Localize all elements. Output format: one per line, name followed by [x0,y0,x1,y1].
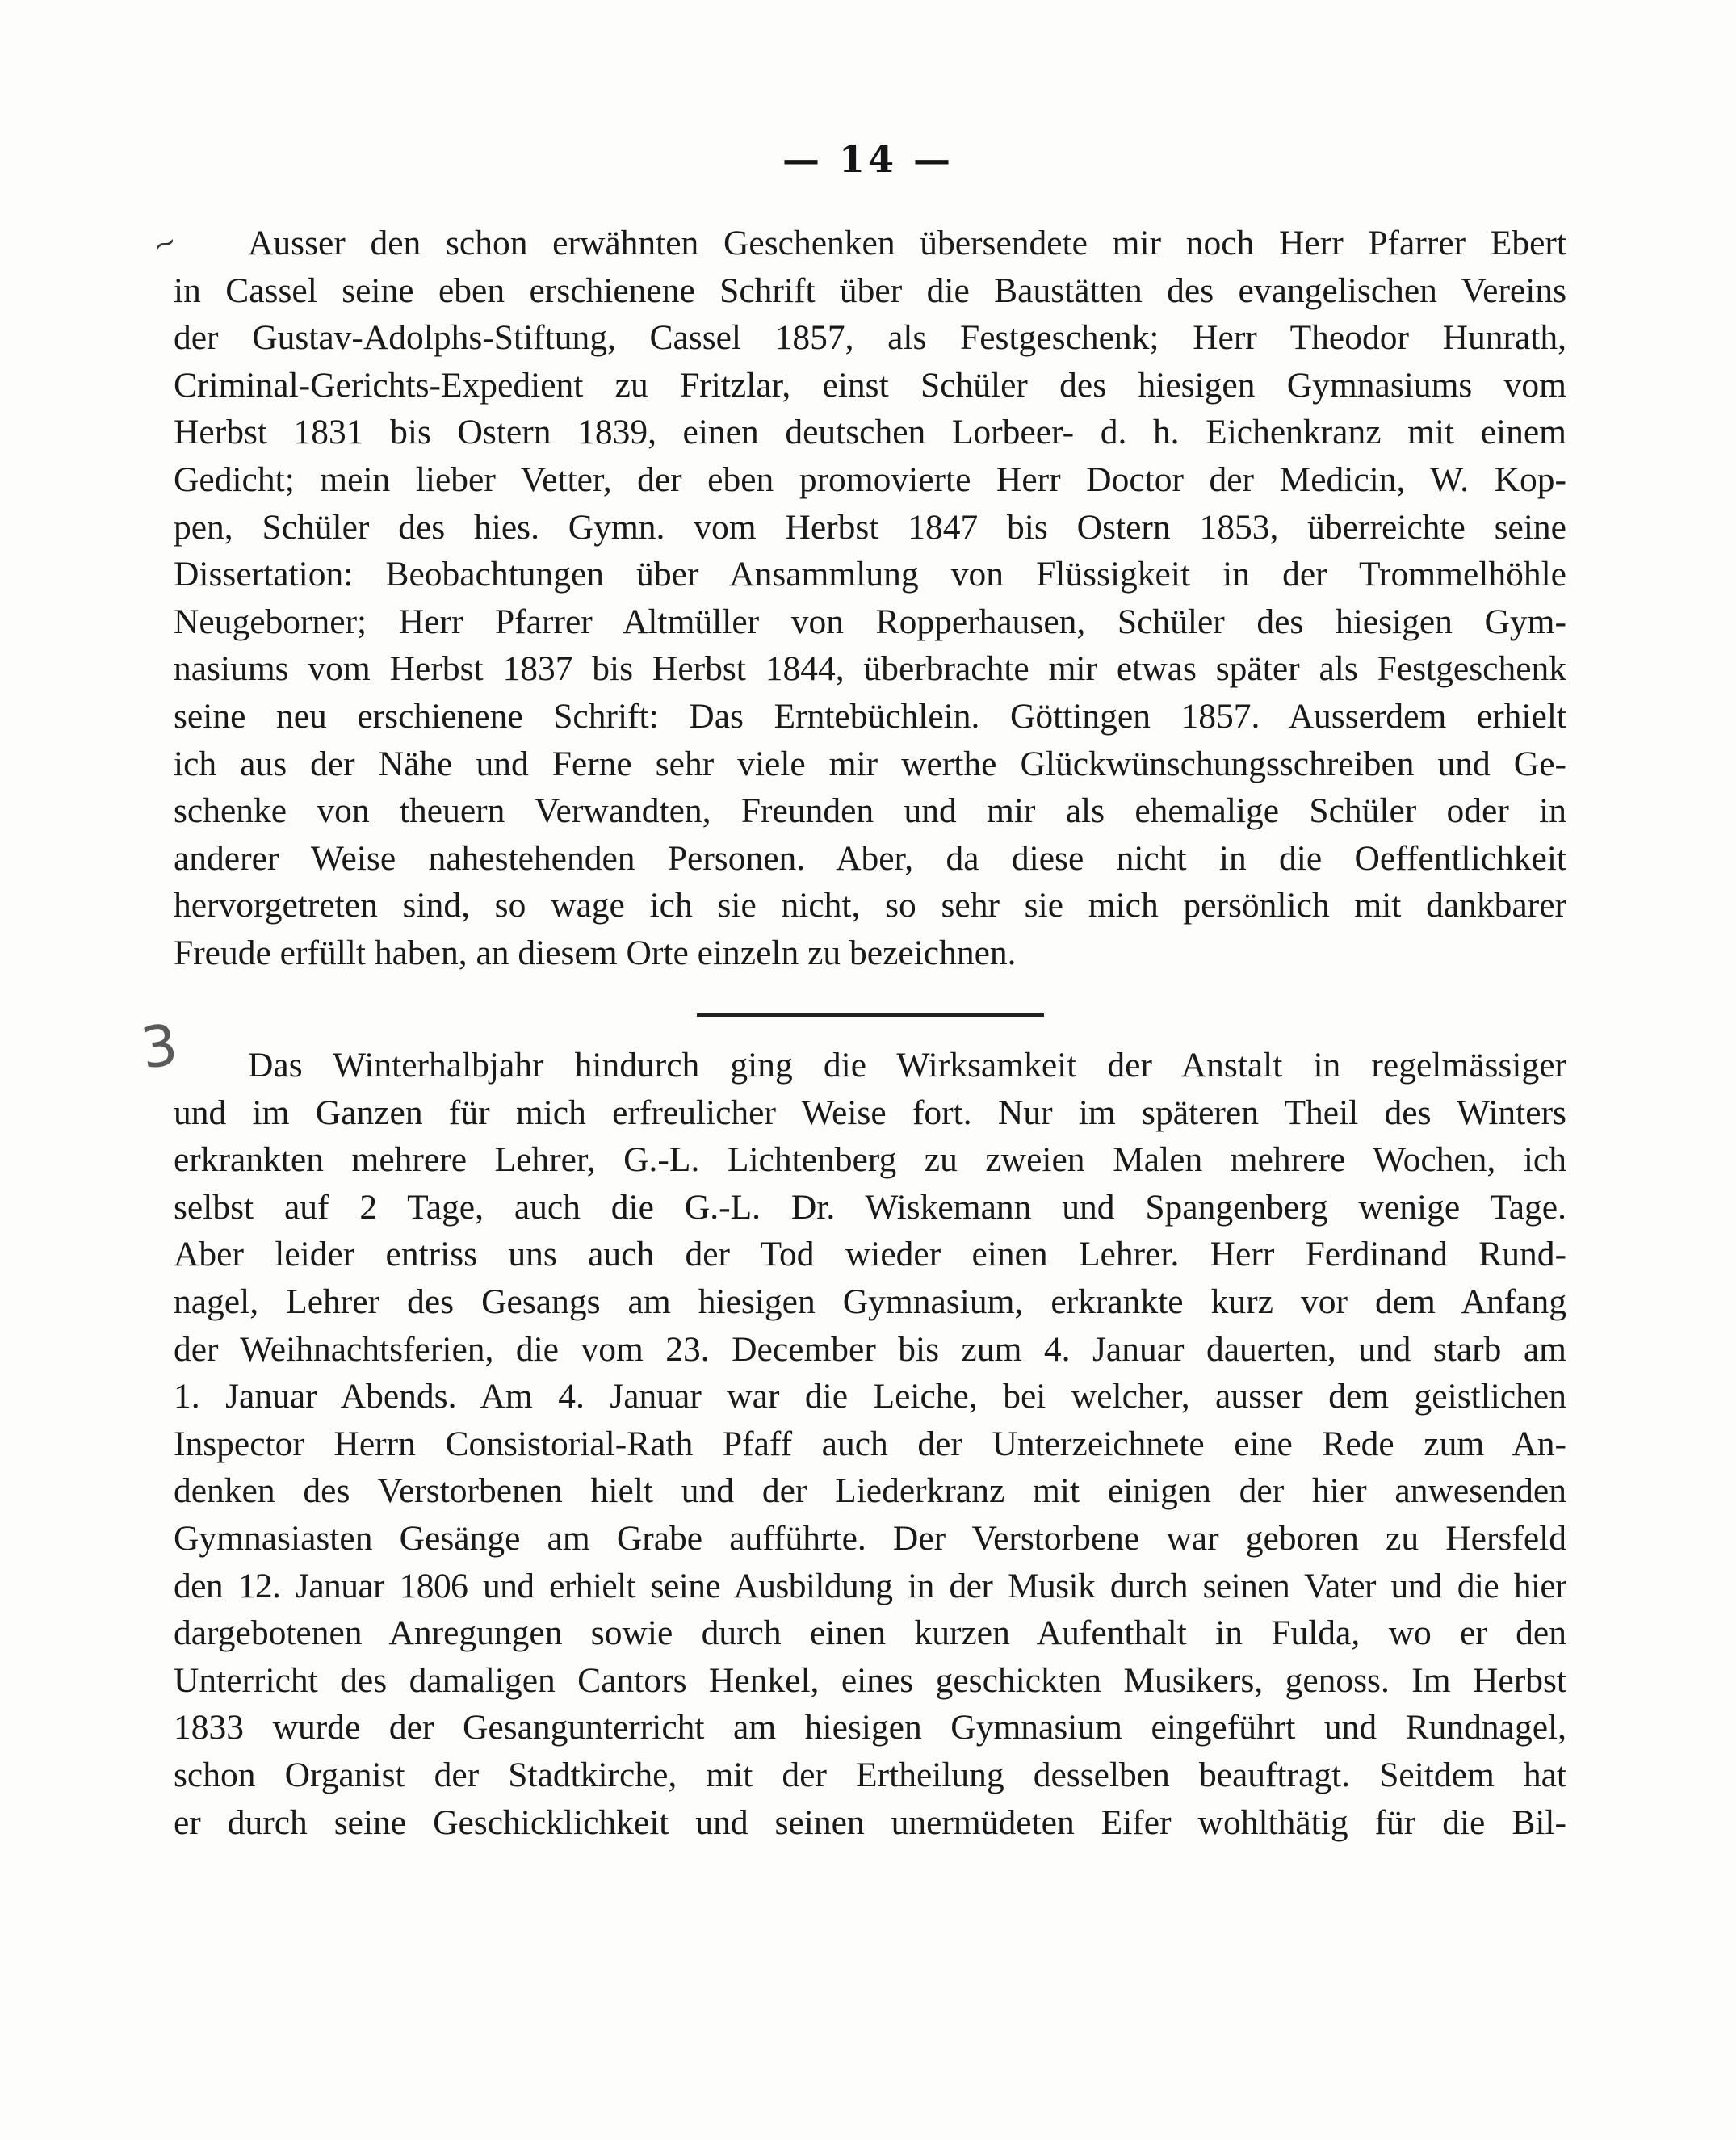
text-line: ich aus der Nähe und Ferne sehr viele mir werthe Glückwünschungsschreiben und Ge- [174,744,1566,783]
text-line: erkrankten mehrere Lehrer, G.-L. Lichtenberg zu zweien Malen mehrere Wochen, ich [174,1140,1566,1180]
text-line: Unterricht des damaligen Cantors Henkel, eines geschickten Musikers, genoss. Im Herbst [174,1660,1566,1700]
text-line: Dissertation: Beobachtungen über Ansammlung von Flüssigkeit in der Trommelhöhle [174,555,1566,594]
text-line: Aber leider entriss uns auch der Tod wieder einen Lehrer. Herr Ferdinand Rund- [174,1235,1566,1274]
text-line: den 12. Januar 1806 und erhielt seine Ausbildung in der Musik durch seinen Vater und die hier [174,1566,1566,1605]
text-line: in Cassel seine eben erschienene Schrift über die Baustätten des evangelischen Vereins [174,271,1566,310]
text-line: schon Organist der Stadtkirche, mit der Ertheilung desselben beauftragt. Seitdem hat [174,1755,1566,1794]
text-line: und im Ganzen für mich erfreulicher Weise fort. Nur im späteren Theil des Winters [174,1093,1566,1132]
text-line: der Gustav-Adolphs-Stiftung, Cassel 1857, als Festgeschenk; Herr Theodor Hunrath, [174,318,1566,358]
page-number: — 14 — [782,137,954,181]
text-line: nagel, Lehrer des Gesangs am hiesigen Gymnasium, erkrankte kurz vor dem Anfang [174,1282,1566,1321]
text-line: dargebotenen Anregungen sowie durch einen kurzen Aufenthalt in Fulda, wo er den [174,1613,1566,1653]
text-line: Neugeborner; Herr Pfarrer Altmüller von Ropperhausen, Schüler des hiesigen Gym- [174,602,1566,641]
text-line: Ausser den schon erwähnten Geschenken übersendete mir noch Herr Pfarrer Ebert [248,224,1566,262]
text-line: nasiums vom Herbst 1837 bis Herbst 1844, überbrachte mir etwas später als Festgeschenk [174,649,1566,689]
text-line: Gedicht; mein lieber Vetter, der eben promovierte Herr Doctor der Medicin, W. Kop- [174,459,1566,499]
text-line: Inspector Herrn Consistorial-Rath Pfaff auch der Unterzeichnete eine Rede zum An- [174,1424,1566,1463]
text-line: Freude erfüllt haben, an diesem Orte einzeln zu bezeichnen. [174,933,1017,972]
paragraph-winter-term [174,1042,1566,1846]
text-line: hervorgetreten sind, so wage ich sie nicht, so sehr sie mich persönlich mit dankbarer [174,886,1566,925]
section-divider [697,1013,1044,1017]
text-line: seine neu erschienene Schrift: Das Erntebüchlein. Göttingen 1857. Ausserdem erhielt [174,696,1566,736]
text-line: Gymnasiasten Gesänge am Grabe aufführte. Der Verstorbene war geboren zu Hersfeld [174,1518,1566,1558]
text-line: Criminal-Gerichts-Expedient zu Fritzlar, einst Schüler des hiesigen Gymnasiums vom [174,365,1566,405]
text-line: der Weihnachtsferien, die vom 23. December bis zum 4. Januar dauerten, und starb am [174,1329,1566,1369]
text-line: Herbst 1831 bis Ostern 1839, einen deutschen Lorbeer- d. h. Eichenkranz mit einem [174,413,1566,452]
text-line: pen, Schüler des hies. Gymn. vom Herbst 1847 bis Ostern 1853, überreichte seine [174,507,1566,547]
margin-mark-middle: 3 [136,1011,182,1082]
text-line: 1. Januar Abends. Am 4. Januar war die Leiche, bei welcher, ausser dem geistlichen [174,1377,1566,1416]
margin-mark-top: ~ [149,224,182,263]
text-line: schenke von theuern Verwandten, Freunden und mir als ehemalige Schüler oder in [174,791,1566,831]
text-line: er durch seine Geschicklichkeit und seinen unermüdeten Eifer wohlthätig für die Bil- [174,1802,1566,1842]
text-line: denken des Verstorbenen hielt und der Liederkranz mit einigen der hier anwesenden [174,1471,1566,1511]
paragraph-gifts [174,220,1566,977]
text-line: anderer Weise nahestehenden Personen. Aber, da diese nicht in die Oeffentlichkeit [174,838,1566,878]
text-line: selbst auf 2 Tage, auch die G.-L. Dr. Wiskemann und Spangenberg wenige Tage. [174,1187,1566,1227]
text-line: Das Winterhalbjahr hindurch ging die Wirksamkeit der Anstalt in regelmässiger [248,1046,1566,1085]
text-line: 1833 wurde der Gesangunterricht am hiesigen Gymnasium eingeführt und Rundnagel, [174,1708,1566,1748]
